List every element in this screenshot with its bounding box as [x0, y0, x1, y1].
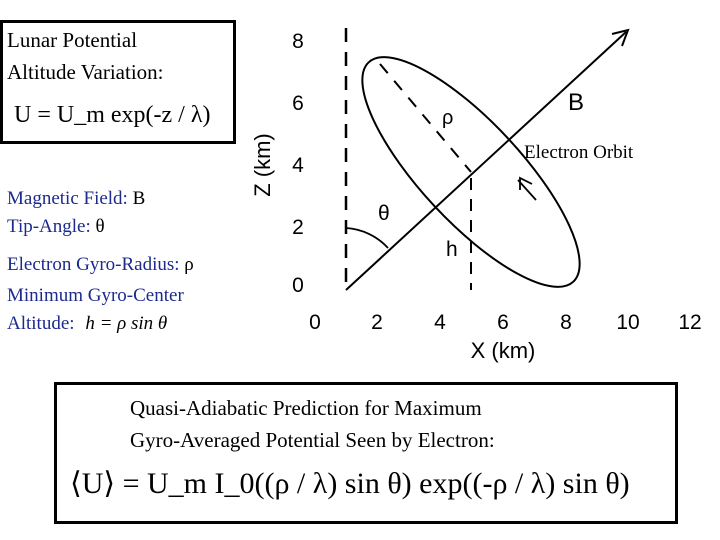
legend-gyro-symbol: ρ: [184, 254, 194, 275]
x-tick-12: 12: [678, 311, 702, 334]
legend-center-formula: h = ρ sin θ: [85, 313, 168, 334]
label-rho: ρ: [442, 107, 454, 129]
x-tick-8: 8: [560, 311, 572, 334]
potential-title-line1: Lunar Potential: [7, 28, 138, 52]
y-axis-label: Z (km): [250, 133, 275, 197]
legend-tip-label: Tip-Angle:: [7, 216, 91, 237]
y-tick-6: 6: [292, 92, 304, 115]
legend-magnetic-symbol: B: [132, 188, 146, 209]
label-electron-orbit: Electron Orbit: [524, 142, 634, 163]
legend-gyro-label: Electron Gyro-Radius:: [7, 254, 180, 275]
x-tick-4: 4: [434, 311, 446, 334]
potential-formula: U = U_m exp(-z / λ): [14, 102, 211, 128]
x-axis-label: X (km): [470, 338, 536, 363]
label-B: B: [568, 89, 585, 116]
legend-center-line2: Altitude:: [7, 313, 75, 334]
x-tick-10: 10: [616, 311, 640, 334]
prediction-line1: Quasi-Adiabatic Prediction for Maximum: [130, 396, 482, 420]
theta-arc: [346, 228, 388, 248]
y-tick-8: 8: [292, 30, 304, 53]
legend-center-line1: Minimum Gyro-Center: [7, 285, 184, 306]
y-tick-4: 4: [292, 154, 304, 177]
x-tick-2: 2: [371, 311, 383, 334]
legend-magnetic-label: Magnetic Field:: [7, 188, 128, 209]
label-theta: θ: [378, 202, 390, 225]
x-tick-0: 0: [309, 311, 321, 334]
y-tick-2: 2: [292, 216, 304, 239]
label-h: h: [446, 238, 458, 261]
legend-tip-symbol: θ: [95, 216, 105, 237]
y-tick-0: 0: [292, 274, 304, 297]
x-tick-6: 6: [497, 311, 509, 334]
prediction-line2: Gyro-Averaged Potential Seen by Electron:: [130, 428, 495, 452]
potential-title-line2: Altitude Variation:: [7, 60, 164, 84]
prediction-formula: ⟨U⟩ = U_m I_0((ρ / λ) sin θ) exp((-ρ / λ) sin θ): [70, 467, 630, 500]
